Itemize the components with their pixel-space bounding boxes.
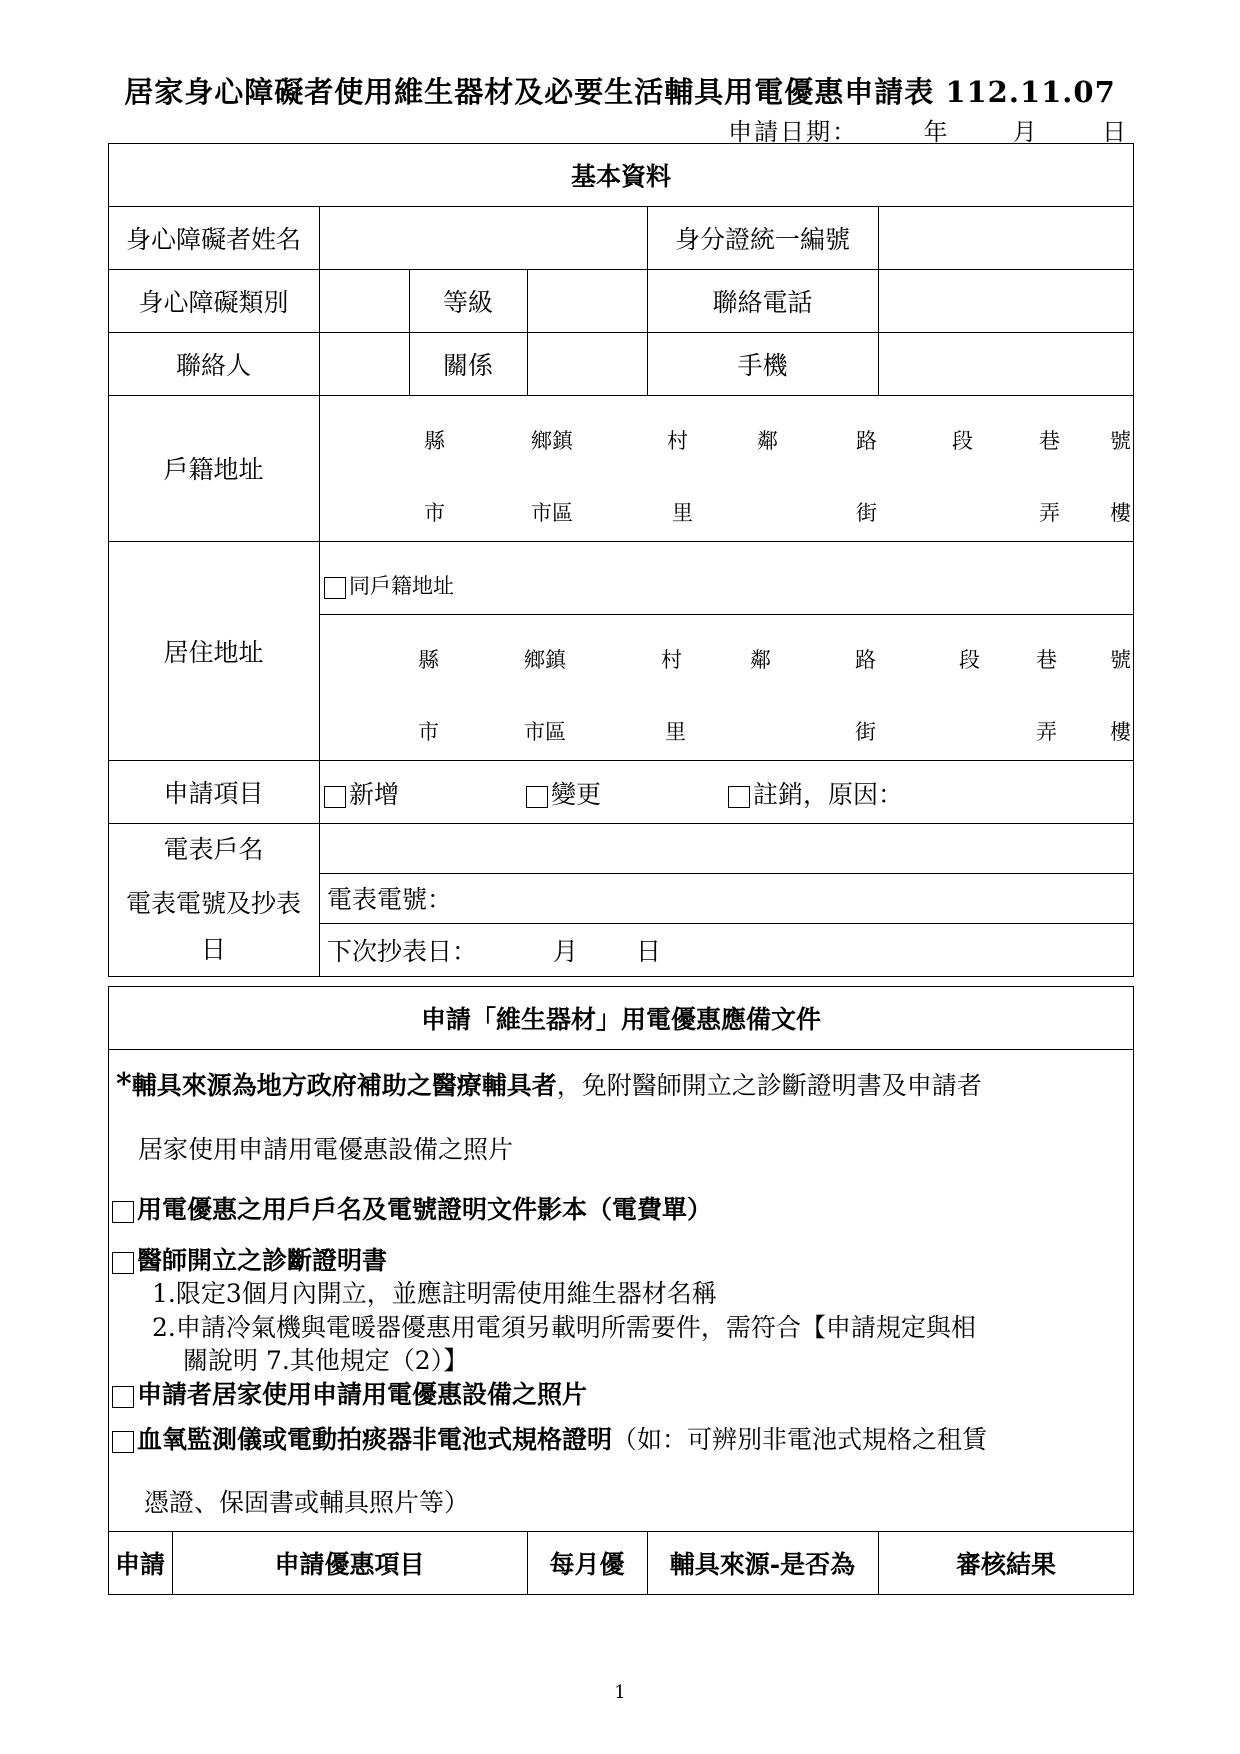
doc-item-4-line2: 憑證、保固書或輔具照片等） <box>144 1488 470 1517</box>
contact-field[interactable] <box>319 332 409 395</box>
addr-alley: 弄 <box>1039 501 1060 525</box>
doc-item-3[interactable] <box>112 1375 587 1411</box>
res-addr-li: 里 <box>665 720 686 744</box>
category-field[interactable] <box>319 269 409 332</box>
res-addr-township: 鄉鎮 <box>524 648 566 672</box>
doc-item-2-checkbox[interactable] <box>112 1252 134 1274</box>
application-date <box>728 112 1128 147</box>
next-read-label: 下次抄表日： <box>327 937 478 966</box>
res-addr-county: 縣 <box>418 648 439 672</box>
doc-item-2-label: 醫師開立之診斷證明書 <box>137 1246 388 1275</box>
meter-name-label: 電表戶名 <box>163 835 264 864</box>
addr-district: 市區 <box>531 501 573 525</box>
addr-street: 街 <box>856 501 877 525</box>
relation-field[interactable] <box>527 332 647 395</box>
addr-number: 號 <box>1110 429 1131 453</box>
doc-item-2-sub2b: 關說明 7.其他規定（2）】 <box>183 1346 469 1375</box>
doc-item-3-checkbox[interactable] <box>112 1386 134 1408</box>
doc-item-3-label: 申請者居家使用申請用電優惠設備之照片 <box>137 1380 588 1409</box>
addr-lane: 巷 <box>1039 429 1060 453</box>
addr-neighborhood: 鄰 <box>757 429 778 453</box>
doc-item-2[interactable] <box>112 1241 387 1277</box>
res-addr-section: 段 <box>959 648 980 672</box>
option-change[interactable] <box>526 775 601 811</box>
header-review-result: 審核結果 <box>955 1549 1056 1579</box>
addr-village: 村 <box>667 429 688 453</box>
doc-item-4-checkbox[interactable] <box>112 1431 134 1453</box>
res-addr-street: 街 <box>855 720 876 744</box>
docs-note-line1 <box>116 1066 982 1102</box>
doc-item-1-checkbox[interactable] <box>112 1201 134 1223</box>
addr-li: 里 <box>672 501 693 525</box>
next-read-month: 月 <box>553 937 579 966</box>
cancel-label: 註銷，原因： <box>753 780 904 809</box>
mobile-label: 手機 <box>737 350 788 380</box>
doc-item-4-rest: （如：可辨別非電池式規格之租賃 <box>612 1425 988 1454</box>
phone-label: 聯絡電話 <box>712 287 813 317</box>
date-month: 月 <box>1012 118 1039 146</box>
doc-item-1-label: 用電優惠之用戶戶名及電號證明文件影本（電費單） <box>137 1195 713 1224</box>
res-addr-alley: 弄 <box>1036 720 1057 744</box>
res-addr-number: 號 <box>1110 648 1131 672</box>
doc-item-4[interactable] <box>112 1420 987 1456</box>
page-number: 1 <box>614 1682 626 1703</box>
docs-note-line2: 居家使用申請用電優惠設備之照片 <box>138 1135 514 1164</box>
household-address-label: 戶籍地址 <box>163 455 264 484</box>
res-addr-neighborhood: 鄰 <box>750 648 771 672</box>
new-checkbox[interactable] <box>324 786 346 808</box>
category-label: 身心障礙類別 <box>138 287 289 317</box>
change-checkbox[interactable] <box>526 786 548 808</box>
note-bold: 輔具來源為地方政府補助之醫療輔具者 <box>131 1071 557 1100</box>
new-label: 新增 <box>349 780 400 809</box>
id-field[interactable] <box>878 206 1134 269</box>
res-addr-city: 市 <box>418 720 439 744</box>
res-addr-district: 市區 <box>524 720 566 744</box>
id-label: 身分證統一編號 <box>674 224 850 254</box>
doc-item-1[interactable] <box>112 1190 712 1226</box>
addr-road: 路 <box>856 429 877 453</box>
form-title: 居家身心障礙者使用維生器材及必要生活輔具用電優惠申請表 112.11.07 <box>124 75 1116 109</box>
residence-address-label: 居住地址 <box>163 637 264 667</box>
meter-name-field[interactable] <box>319 823 1134 873</box>
addr-city: 市 <box>424 501 445 525</box>
header-apply: 申請 <box>114 1549 165 1579</box>
date-label: 申請日期： <box>728 118 859 146</box>
res-addr-floor: 樓 <box>1110 720 1131 744</box>
cancel-checkbox[interactable] <box>728 786 750 808</box>
date-day: 日 <box>1102 118 1128 146</box>
same-address-option[interactable] <box>324 570 454 600</box>
doc-item-2-sub2a: 2.申請冷氣機與電暖器優惠用電須另載明所需要件，需符合【申請規定與相 <box>152 1313 976 1342</box>
date-year: 年 <box>923 118 950 146</box>
meter-number-field[interactable]: 電表電號： <box>327 885 453 914</box>
phone-field[interactable] <box>878 269 1134 332</box>
next-read-date-field[interactable] <box>319 923 1134 977</box>
doc-item-4-bold: 血氧監測儀或電動拍痰器非電池式規格證明 <box>137 1425 613 1454</box>
option-new[interactable] <box>324 775 399 811</box>
header-monthly: 每月優 <box>549 1549 625 1579</box>
res-addr-village: 村 <box>661 648 682 672</box>
meter-number-label-line2: 日 <box>200 935 226 964</box>
documents-section-title: 申請「維生器材」用電優惠應備文件 <box>420 1004 821 1034</box>
doc-item-2-sub1: 1.限定3個月內開立，並應註明需使用維生器材名稱 <box>152 1279 717 1308</box>
name-label: 身心障礙者姓名 <box>125 224 301 254</box>
name-field[interactable] <box>319 206 647 269</box>
apply-item-label: 申請項目 <box>163 778 264 808</box>
header-discount-item: 申請優惠項目 <box>274 1549 425 1579</box>
note-star: * <box>116 1067 132 1102</box>
addr-floor: 樓 <box>1110 501 1131 525</box>
mobile-field[interactable] <box>878 332 1134 395</box>
addr-county: 縣 <box>424 429 445 453</box>
same-address-label: 同戶籍地址 <box>349 574 454 598</box>
contact-label: 聯絡人 <box>175 350 251 380</box>
basic-section-title: 基本資料 <box>570 161 671 191</box>
meter-number-label-line1: 電表電號及抄表 <box>125 889 301 918</box>
meter-number-label <box>108 873 319 977</box>
res-addr-lane: 巷 <box>1036 648 1057 672</box>
change-label: 變更 <box>551 780 602 809</box>
addr-township: 鄉鎮 <box>531 429 573 453</box>
addr-section: 段 <box>952 429 973 453</box>
level-label: 等級 <box>442 287 493 317</box>
header-device-source: 輔具來源-是否為 <box>669 1549 856 1579</box>
res-addr-road: 路 <box>855 648 876 672</box>
note-rest: ，免附醫師開立之診斷證明書及申請者 <box>556 1071 982 1100</box>
level-field[interactable] <box>527 269 647 332</box>
option-cancel[interactable] <box>728 775 903 811</box>
next-read-day: 日 <box>636 937 662 966</box>
relation-label: 關係 <box>442 350 493 380</box>
same-address-checkbox[interactable] <box>324 577 346 599</box>
